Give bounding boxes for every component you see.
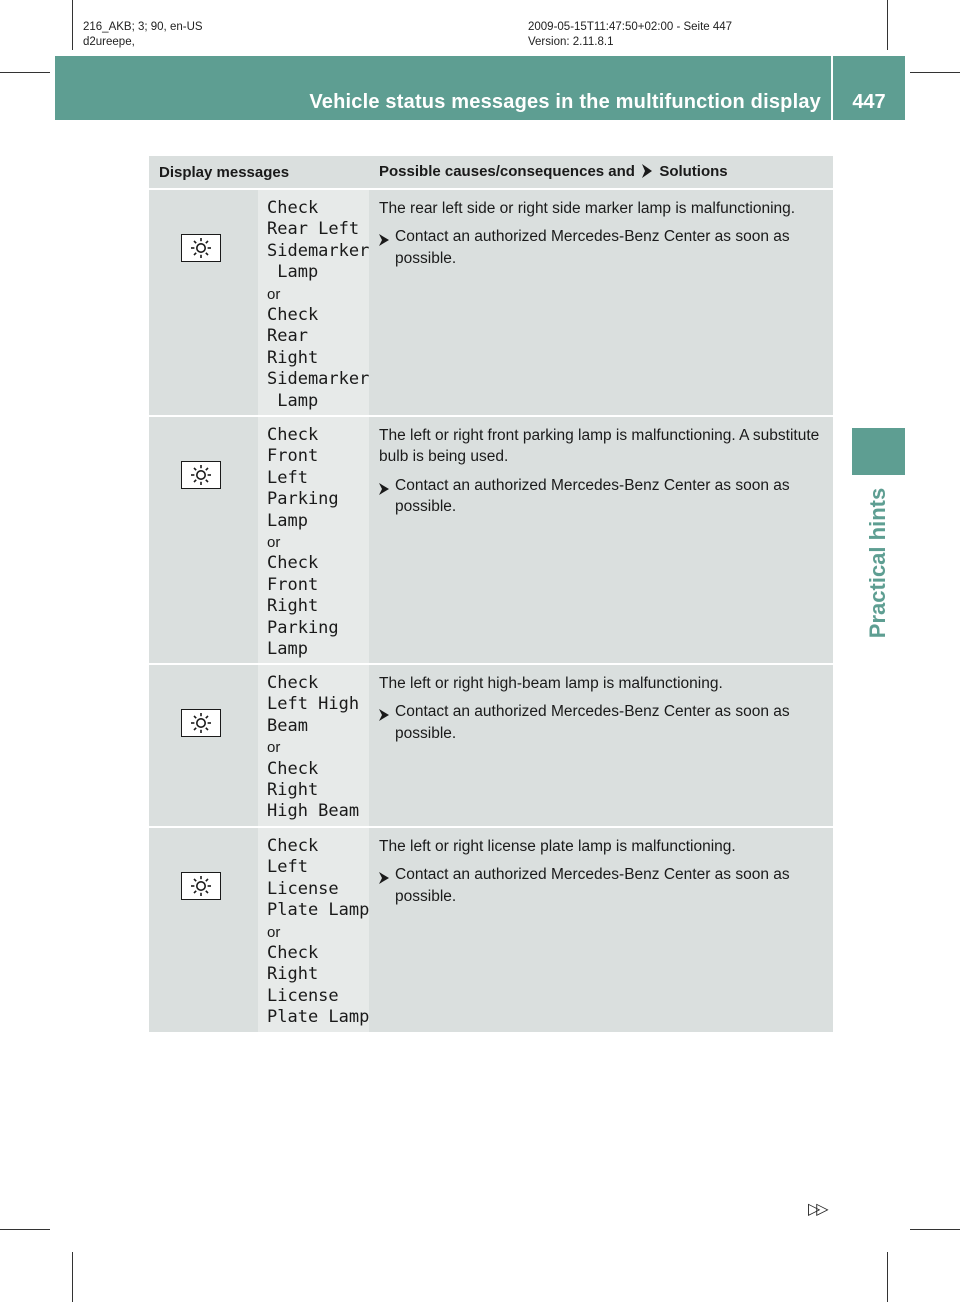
display-message <box>258 417 369 660</box>
message-cell <box>258 189 369 416</box>
icon-cell <box>149 827 258 1032</box>
display-message-line: High Beam <box>267 801 360 822</box>
table-row <box>149 664 833 827</box>
cause-text: The left or right high-beam lamp is malfunctioning. <box>379 675 723 692</box>
display-message-line: Parking <box>267 489 339 510</box>
display-message-line: Check <box>267 425 319 445</box>
display-message-line: Rear <box>267 326 308 347</box>
display-message-line: Left <box>267 467 308 488</box>
display-message-line: Parking <box>267 617 339 638</box>
display-message-line: or <box>267 534 281 552</box>
message-cell <box>258 827 369 1032</box>
page-number-box <box>833 56 905 120</box>
solution-item <box>379 701 827 744</box>
crop-mark <box>887 0 888 50</box>
display-message <box>258 190 369 412</box>
arrow-right-icon <box>379 864 395 907</box>
solution-item <box>379 475 827 518</box>
bulb-icon <box>181 461 221 489</box>
display-message-line: Right <box>267 780 319 801</box>
display-message-line: License <box>267 878 339 899</box>
arrow-right-icon <box>641 164 653 182</box>
crop-mark <box>0 72 50 73</box>
print-meta-left-line1: 216_AKB; 3; 90, en-US <box>83 21 203 33</box>
display-message-line: Check <box>267 836 319 856</box>
display-message-line: Right <box>267 596 319 617</box>
solution-text: Contact an authorized Mercedes-Benz Center as soon as possible. <box>395 228 790 267</box>
crop-mark <box>0 1229 50 1230</box>
continue-arrows: ▷▷ <box>808 1201 825 1218</box>
section-tab <box>852 428 905 475</box>
display-message-line: Left <box>267 857 308 878</box>
icon-cell <box>149 664 258 827</box>
display-message-line: Front <box>267 574 319 595</box>
solution-text: Contact an authorized Mercedes-Benz Center as soon as possible. <box>395 866 790 905</box>
display-message-line: Right <box>267 347 319 368</box>
table-row <box>149 189 833 416</box>
display-message <box>258 828 369 1029</box>
display-message-line: Check <box>267 943 319 964</box>
col-header-solutions-label: Solutions <box>659 162 728 180</box>
display-message-line: or <box>267 923 281 941</box>
message-cell <box>258 416 369 664</box>
display-message-line: Beam <box>267 715 308 736</box>
page-title: Vehicle status messages in the multifunction display <box>309 91 821 113</box>
bulb-icon <box>181 234 221 262</box>
solution-cell <box>369 827 833 1032</box>
icon-cell <box>149 189 258 416</box>
messages-table <box>149 156 833 1032</box>
arrow-right-icon <box>379 226 395 269</box>
col-header-display-messages: Display messages <box>149 156 369 189</box>
arrow-right-icon <box>379 475 395 518</box>
crop-mark <box>887 1252 888 1302</box>
print-meta-right-line2: Version: 2.11.8.1 <box>528 36 614 48</box>
display-message-line: Plate Lamp <box>267 1007 370 1028</box>
crop-mark <box>72 1252 73 1302</box>
header-bar <box>55 56 831 120</box>
col-header-solutions <box>369 156 833 189</box>
table-body <box>149 189 833 1032</box>
display-message-line: Sidemarker <box>267 369 370 390</box>
display-message-line: or <box>267 739 281 757</box>
col-header-causes: Possible causes/consequences and <box>379 162 635 180</box>
display-message-line: Plate Lamp <box>267 900 370 921</box>
cause-text: The left or right license plate lamp is malfunctioning. <box>379 838 736 855</box>
cause-text: The rear left side or right side marker lamp is malfunctioning. <box>379 200 796 217</box>
display-message-line: Right <box>267 964 319 985</box>
arrow-right-icon <box>379 701 395 744</box>
table-header-row <box>149 156 833 189</box>
display-message-line: Front <box>267 446 319 467</box>
solution-cell <box>369 664 833 827</box>
print-meta-right <box>528 20 732 50</box>
section-label: Practical hints <box>865 487 890 639</box>
solution-item <box>379 226 827 269</box>
display-message-line: Lamp <box>267 639 308 660</box>
solution-text: Contact an authorized Mercedes-Benz Center as soon as possible. <box>395 476 790 516</box>
display-message-line: or <box>267 285 281 303</box>
message-cell <box>258 664 369 827</box>
print-meta-left-line2: d2ureepe, <box>83 36 135 48</box>
display-message-line: Lamp <box>267 390 319 411</box>
crop-mark <box>910 1229 960 1230</box>
display-message <box>258 665 369 823</box>
solution-text: Contact an authorized Mercedes-Benz Center as soon as possible. <box>395 703 790 742</box>
display-message-line: Left High <box>267 694 360 715</box>
display-message-line: Check <box>267 305 319 326</box>
solution-cell <box>369 189 833 416</box>
page-number: 447 <box>852 91 886 113</box>
solution-cell <box>369 416 833 664</box>
display-message-line: Rear Left <box>267 219 360 240</box>
display-message-line: Lamp <box>267 262 319 283</box>
crop-mark <box>910 72 960 73</box>
cause-text: The left or right front parking lamp is malfunctioning. A substitute bulb is being used. <box>379 427 820 466</box>
display-message-line: License <box>267 985 339 1006</box>
crop-mark <box>72 0 73 50</box>
bulb-icon <box>181 709 221 737</box>
display-message-line: Check <box>267 198 319 218</box>
display-message-line: Check <box>267 553 319 574</box>
display-message-line: Check <box>267 673 319 693</box>
display-message-line: Sidemarker <box>267 240 370 261</box>
solution-item <box>379 864 827 907</box>
display-message-line: Check <box>267 758 319 779</box>
table-row <box>149 416 833 664</box>
table-row <box>149 827 833 1032</box>
display-message-line: Lamp <box>267 510 308 531</box>
print-meta-right-line1: 2009-05-15T11:47:50+02:00 - Seite 447 <box>528 21 733 33</box>
print-meta-left <box>83 20 203 50</box>
bulb-icon <box>181 872 221 900</box>
icon-cell <box>149 416 258 664</box>
